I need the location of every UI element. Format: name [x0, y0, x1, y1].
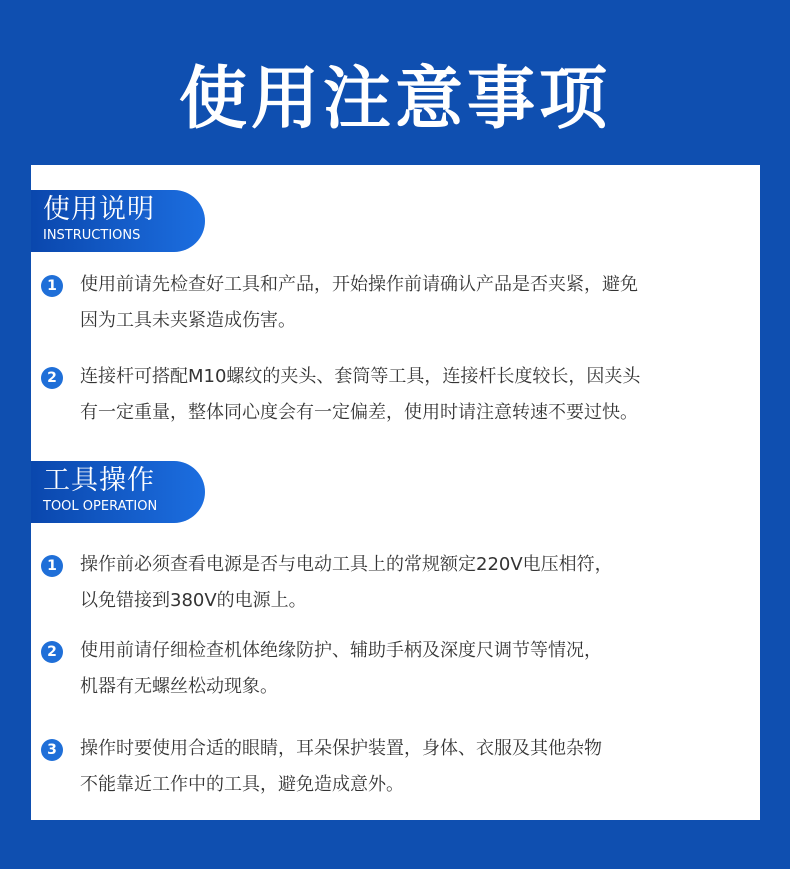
- section-title-en: TOOL OPERATION: [43, 499, 158, 514]
- number-badge: 2: [41, 367, 63, 389]
- item-line: 机器有无螺丝松动现象。: [80, 676, 278, 697]
- notice-card: [31, 165, 760, 820]
- number-badge: 1: [41, 555, 63, 577]
- item-text: [80, 547, 720, 619]
- section-title-cn: 使用说明: [43, 194, 155, 225]
- section-title-en: INSTRUCTIONS: [43, 228, 141, 243]
- item-line: 有一定重量，整体同心度会有一定偏差，使用时请注意转速不要过快。: [80, 402, 638, 423]
- item-line: 操作时要使用合适的眼睛，耳朵保护装置，身体、衣服及其他杂物: [80, 738, 602, 759]
- item-line: 连接杆可搭配M10螺纹的夹头、套筒等工具，连接杆长度较长，因夹头: [80, 366, 641, 387]
- item-line: 使用前请仔细检查机体绝缘防护、辅助手柄及深度尺调节等情况，: [80, 640, 602, 661]
- item-text: [80, 267, 720, 339]
- item-text: [80, 633, 720, 705]
- item-line: 使用前请先检查好工具和产品，开始操作前请确认产品是否夹紧，避免: [80, 274, 638, 295]
- section-title-cn: 工具操作: [43, 465, 155, 496]
- number-badge: 3: [41, 739, 63, 761]
- section-tag-tool-operation: [31, 461, 205, 523]
- number-badge: 2: [41, 641, 63, 663]
- section-tag-instructions: [31, 190, 205, 252]
- item-text: [80, 359, 720, 431]
- item-line: 不能靠近工作中的工具，避免造成意外。: [80, 774, 404, 795]
- item-line: 以免错接到380V的电源上。: [80, 590, 307, 611]
- item-text: [80, 731, 720, 803]
- item-line: 操作前必须查看电源是否与电动工具上的常规额定220V电压相符，: [80, 554, 613, 575]
- item-line: 因为工具未夹紧造成伤害。: [80, 310, 296, 331]
- number-badge: 1: [41, 275, 63, 297]
- page-title: 使用注意事项: [178, 60, 611, 139]
